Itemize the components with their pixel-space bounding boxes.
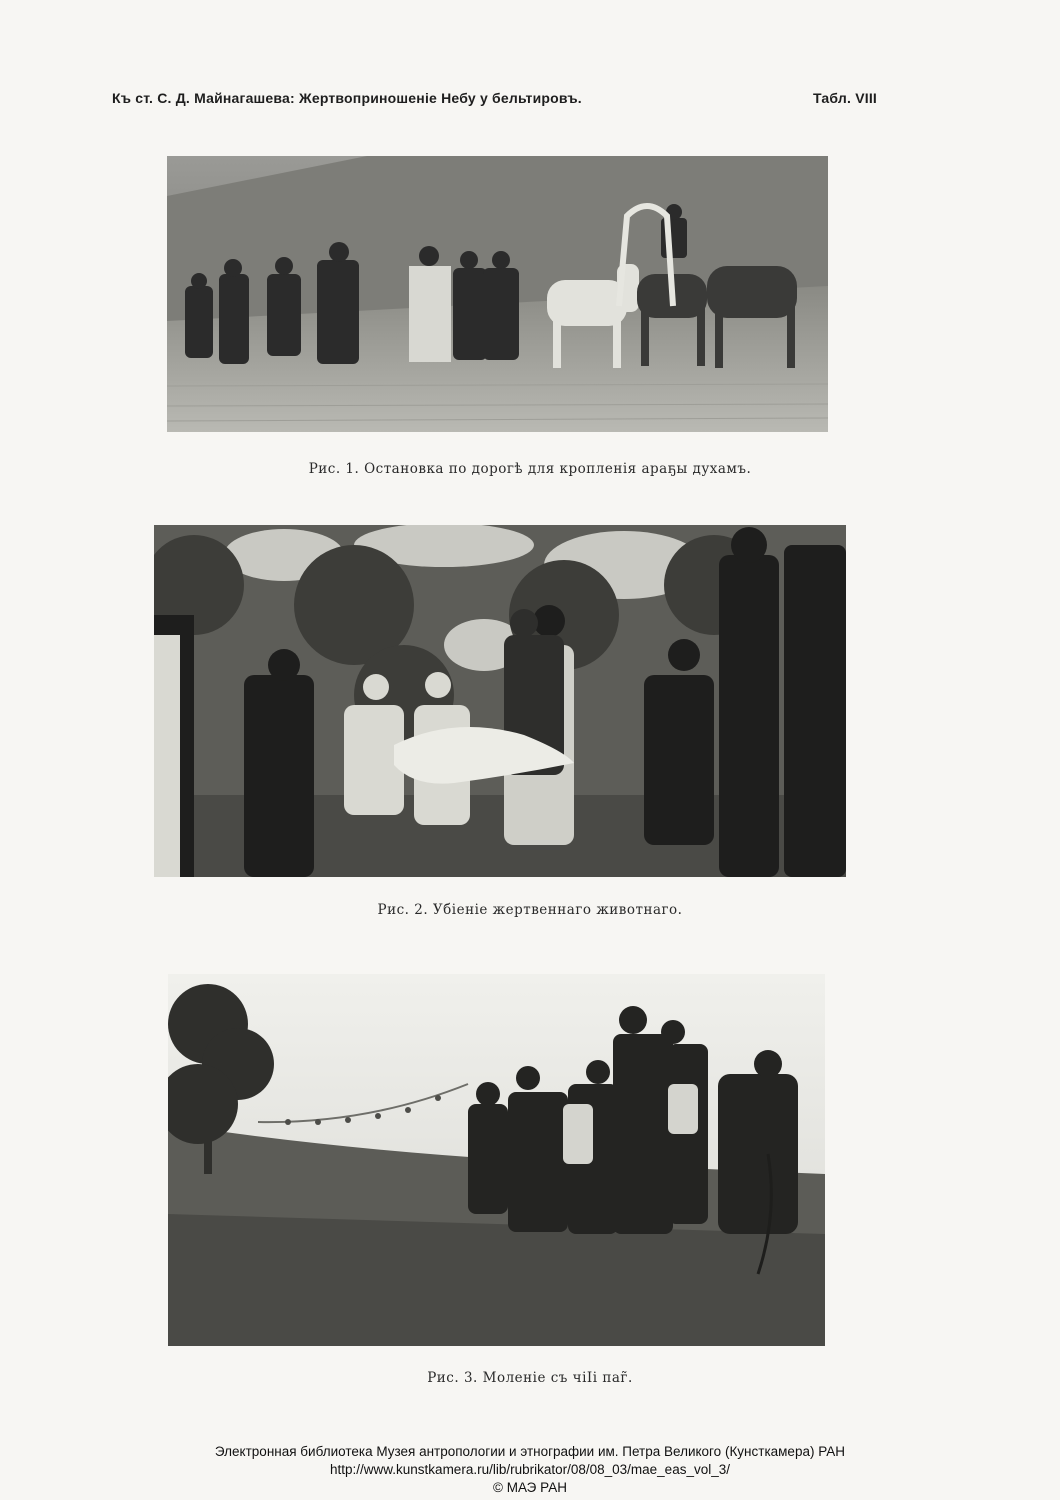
figure-2-photo <box>154 525 846 877</box>
copyright-notice: © МАЭ РАН <box>493 1480 567 1495</box>
article-reference: Къ ст. С. Д. Майнагашева: Жертвоприношеніе Небу у бельтировъ. <box>112 90 582 106</box>
library-credit: Электронная библиотека Музея антропологии и этнографии им. Петра Великого (Кунсткамера) РАН <box>214 1444 846 1459</box>
figure-3-image <box>168 974 825 1346</box>
source-url[interactable]: http://www.kunstkamera.ru/lib/rubrikator/08/08_03/mae_eas_vol_3/ <box>330 1462 730 1477</box>
figure-1-photo <box>167 156 828 432</box>
figure-3-caption: Рис. 3. Моленіе съ чіӀі паг̃. <box>427 1370 633 1386</box>
page-header <box>112 90 877 110</box>
plate-number: Табл. VIII <box>813 90 877 106</box>
figure-1-image <box>167 156 828 432</box>
figure-2-caption: Рис. 2. Убіеніе жертвеннаго животнаго. <box>377 902 683 918</box>
figure-2-image <box>154 525 846 877</box>
figure-3-photo <box>168 974 825 1346</box>
figure-1-caption: Рис. 1. Остановка по дорогѣ для кропленія араҕы духамъ. <box>308 461 752 477</box>
